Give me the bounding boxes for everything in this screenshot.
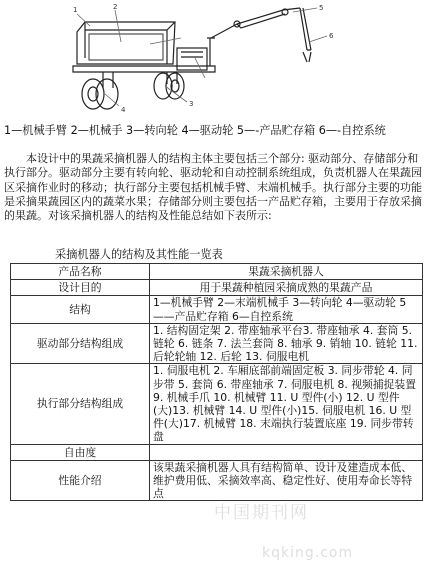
callout-1: 1 — [73, 6, 78, 14]
row-value: 用于果蔬种植园采摘成熟的果蔬产品 — [150, 280, 423, 296]
figure-caption: 1—机械手臂 2—机械手 3—转向轮 4—驱动轮 5—-产品贮存箱 6—-自控系统 — [4, 124, 386, 137]
row-label: 自由度 — [11, 444, 150, 460]
control-box — [177, 48, 207, 70]
table-row — [11, 364, 423, 444]
table-row — [11, 444, 423, 460]
table-header-row — [11, 264, 423, 280]
row-label: 设计目的 — [11, 280, 150, 296]
body-paragraph: 本设计中的果蔬采摘机器人的结构主体主要包括三个部分: 驱动部分、存储部分和执行部分。驱动部分主要有转向轮、驱动轮和自动控制系统组成，负责机器人在果蔬园区采摘作业时的移动；执行部分主要包括机械手臂、末端机械手。执行部分主要的功能是采摘果蔬园区内的蔬菜水果；存储部分则主要包括一产品贮存箱，主要用于存放采摘的果蔬。对该采摘机器人的结构及性能总结如下表所示: — [4, 152, 422, 223]
callout-5: 5 — [319, 4, 324, 12]
row-value: 该果蔬采摘机器人具有结构简单、设计及建造成本低、维护费用低、采摘效率高、稳定性好、使用寿命长等特点 — [150, 460, 423, 501]
callout-2: 2 — [113, 3, 118, 11]
callout-6: 6 — [329, 32, 334, 40]
table-title: 采摘机器人的结构及其性能一览表 — [55, 248, 223, 261]
spec-table — [10, 263, 423, 501]
table-row — [11, 460, 423, 501]
table-row — [11, 323, 423, 364]
row-value: 1. 结构固定架 2. 带座轴承平台3. 带座轴承 4. 套筒 5. 链轮 6. 链条 7. 法兰套筒 8. 轴承 9. 销轴 10. 链轮 11. 后轮轮轴 12. 后轮 13. 伺服电机 — [150, 323, 423, 364]
table-row — [11, 280, 423, 296]
row-label: 执行部分结构组成 — [11, 364, 150, 444]
drive-wheel-icon — [82, 79, 104, 109]
callout-4: 4 — [121, 106, 126, 114]
row-value: 1. 伺服电机 2. 车厢底部前端固定板 3. 同步带轮 4. 同步带 5. 套筒 6. 带座轴承 7. 伺服电机 8. 视频捕捉装置 9. 机械手爪 10. 机械臂 11. U 型件(小) 12. U 型件(大)13. 机械臂 14. U 型件(小)15. 伺服电机 16. U 型件(大)17. 机械臂 18. 末端执行装置底座 19. 同步带转盘 — [150, 364, 423, 444]
watermark-logo: 中国期刊网 — [214, 503, 309, 523]
watermark-url: kqking.com — [262, 545, 354, 561]
storage-box — [77, 22, 175, 64]
robot-arm — [237, 8, 300, 28]
gripper — [303, 50, 311, 62]
arm-mast — [207, 24, 237, 66]
header-label: 产品名称 — [11, 264, 150, 280]
robot-diagram — [55, 2, 375, 120]
row-label: 结构 — [11, 296, 150, 323]
row-label: 性能介绍 — [11, 460, 150, 501]
row-value: 1—机械手臂 2—末端机械手 3—转向轮 4—驱动轮 5——产品贮存箱 6—自控系统 — [150, 296, 423, 323]
callout-3: 3 — [189, 100, 194, 108]
table-row — [11, 296, 423, 323]
header-value: 果蔬采摘机器人 — [150, 264, 423, 280]
chassis — [73, 66, 215, 72]
row-value — [150, 444, 423, 460]
row-label: 驱动部分结构组成 — [11, 323, 150, 364]
